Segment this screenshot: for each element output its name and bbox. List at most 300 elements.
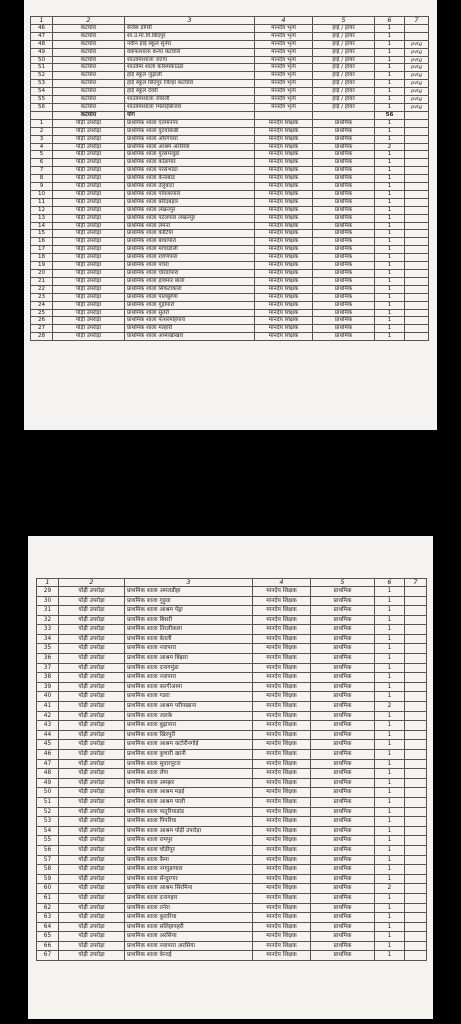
table-row [37,663,427,673]
table-row [31,119,429,127]
table-cell: पोड़ी उपरोड़ा [53,317,125,325]
table-cell: पोड़ी उपरोड़ा [53,230,125,238]
table-cell: मानदेय शिक्षक [253,893,311,903]
table-row [37,721,427,731]
table-cell: हाई / हायर [313,64,375,72]
table-cell: प्राथमिक [313,206,375,214]
table-cell: पोड़ी उपरोड़ा [53,159,125,167]
table-cell: मानदेय शिक्षक [253,740,311,750]
table-cell: कटघोरा [53,96,125,104]
table-cell: मानदेय शिक्षक [253,922,311,932]
table-cell: 1 [375,740,405,750]
table-cell: 1 [375,634,405,644]
table-cell: मानदेय भृत्य [255,80,313,88]
table-cell: 62 [37,903,59,913]
table-cell: प्राथमिक शाला कोटिया [125,230,255,238]
table-cell: मानदेय शिक्षक [253,644,311,654]
table-cell: मानदेय शिक्षक [255,143,313,151]
table-cell: प्राथमिक शाला बुढ़ापारा [125,721,253,731]
header-cell: 6 [375,17,405,25]
table-header-row [37,579,427,587]
table-cell [405,702,427,712]
table-cell [405,586,427,596]
table-cell [405,874,427,884]
table-cell [405,769,427,779]
table-cell [405,673,427,683]
table-cell: 1 [31,119,53,127]
table-cell: मानदेय शिक्षक [255,206,313,214]
table-cell: प्राथमिक [311,586,375,596]
header-cell: 4 [255,17,313,25]
table-cell: मानदेय शिक्षक [255,333,313,341]
table-cell: pvtg [405,96,429,104]
table-cell [405,865,427,875]
table-cell: पोड़ी उपरोड़ा [59,797,125,807]
table-cell: प्राथमिक [311,596,375,606]
table-cell: पोड़ी उपरोड़ा [59,682,125,692]
table-cell: मानदेय शिक्षक [255,238,313,246]
table-cell: प्राथमिक [311,625,375,635]
table-cell: 5 [31,151,53,159]
table-cell: शाउवमाशाला भिलाईबाजार [125,103,255,111]
table-cell: प्राथमिक शाला अरसिया [125,932,253,942]
table-cell: 1 [375,96,405,104]
table-cell: 1 [375,845,405,855]
header-cell: 1 [37,579,59,587]
table-cell: 1 [375,788,405,798]
table-cell: पोड़ी उपरोड़ा [53,301,125,309]
table-cell: प्राथमिक [311,922,375,932]
table-cell: मानदेय शिक्षक [255,127,313,135]
table-cell: 19 [31,262,53,270]
table-row [37,750,427,760]
table-cell: प्राथमिक शाला दनागहार [125,893,253,903]
table-cell: पोड़ी उपरोड़ा [53,119,125,127]
table-cell: प्राथमिक [313,309,375,317]
table-cell: 1 [375,682,405,692]
table-row [37,865,427,875]
table-cell [405,198,429,206]
table-cell: प्राथमिक [311,711,375,721]
table-cell [405,135,429,143]
table-cell: पोड़ी उपरोड़ा [53,262,125,270]
table-cell: 1 [375,874,405,884]
table-row [31,48,429,56]
table-cell: 41 [37,702,59,712]
table-cell [405,293,429,301]
table-cell: प्राथमिक शाला लेंगा [125,769,253,779]
table-header-row [31,17,429,25]
table-row [31,190,429,198]
table-row [37,941,427,951]
table-cell: मानदेय शिक्षक [253,702,311,712]
table-cell: प्राथमिक शाला अमझर [125,778,253,788]
table-cell: हाई / हायर [313,88,375,96]
table-cell [405,615,427,625]
table-cell: प्राथमिक [311,673,375,683]
table-cell: प्राथमिक [313,285,375,293]
table-cell: प्राथमिक शाला तनेरा [125,903,253,913]
table-row [37,673,427,683]
table-cell: 1 [375,309,405,317]
table-cell: 49 [31,48,53,56]
table-cell: मानदेय भृत्य [255,48,313,56]
table-cell: पोड़ी उपरोड़ा [53,277,125,285]
table-cell: पोड़ी उपरोड़ा [59,721,125,731]
table-cell: प्राथमिक शाला बांधापारा [125,238,255,246]
table-cell: प्राथमिक [311,759,375,769]
table-cell: मानदेय शिक्षक [255,151,313,159]
table-cell: मानदेय शिक्षक [255,159,313,167]
table-row [31,175,429,183]
table-cell: मानदेय शिक्षक [253,625,311,635]
table-cell: पोड़ी उपरोड़ा [53,270,125,278]
table-cell: 2 [375,702,405,712]
table-cell: मानदेय शिक्षक [253,663,311,673]
table-cell: 1 [375,644,405,654]
table-cell [405,151,429,159]
table-cell: मानदेय शिक्षक [255,190,313,198]
header-cell: 2 [59,579,125,587]
table-cell: प्राथमिक [313,159,375,167]
document-page-2 [28,536,433,1019]
table-cell: 1 [375,855,405,865]
table-cell: 3 [31,135,53,143]
table-cell: पोड़ी उपरोड़ा [59,606,125,616]
table-cell: 30 [37,596,59,606]
table-cell: हाई / हायर [313,24,375,32]
table-row [37,730,427,740]
table-cell: प्राथमिक [313,167,375,175]
table-cell: 1 [375,293,405,301]
table-row [37,922,427,932]
table-cell: प्राथमिक शाला गुड़ापारा [125,301,255,309]
table-cell: पोड़ी उपरोड़ा [53,254,125,262]
table-cell [405,230,429,238]
table-cell: प्राथमिक [313,325,375,333]
table-cell: मानदेय शिक्षक [255,285,313,293]
table-cell: मानदेय शिक्षक [255,246,313,254]
table-cell: 1 [375,127,405,135]
table-cell: 29 [37,586,59,596]
table-cell: पोड़ी उपरोड़ा [59,769,125,779]
table-cell: प्राथमिक [313,270,375,278]
table-cell: प्राथमिक [311,654,375,664]
table-cell: प्राथमिक शाला कुचारी खानी [125,750,253,760]
table-cell: 1 [375,615,405,625]
table-cell: 34 [37,634,59,644]
table-cell: 32 [37,615,59,625]
table-cell: मानदेय शिक्षक [253,865,311,875]
table-cell: मानदेय शिक्षक [253,654,311,664]
table-cell: प्राथमिक [311,874,375,884]
table-row [37,826,427,836]
table-cell: पोड़ी उपरोड़ा [53,293,125,301]
table-cell: 1 [375,922,405,932]
table-cell: मानदेय शिक्षक [253,817,311,827]
header-cell: 3 [125,579,253,587]
table-cell: शा.उ.मा.वि.छिंदपुर [125,32,255,40]
table-cell: प्राथमिक शाला तेलुवाटा [125,183,255,191]
table-cell [405,932,427,942]
table-cell: 39 [37,682,59,692]
header-cell: 5 [311,579,375,587]
table-cell: 1 [375,277,405,285]
table-cell: 44 [37,730,59,740]
table-cell [405,845,427,855]
table-cell: 2 [375,884,405,894]
table-cell: 52 [31,72,53,80]
table-cell: प्राथमिक शाला सेन्दुरगार [125,874,253,884]
table-cell: मानदेय शिक्षक [255,167,313,175]
table-row [37,769,427,779]
table-cell [405,730,427,740]
table-cell: कटघोरा [53,32,125,40]
table-row [37,682,427,692]
table-row [37,634,427,644]
table-row [37,932,427,942]
table-cell: pvtg [405,103,429,111]
table-cell: प्राथमिक शाला पटेलपारा लखनपुर [125,214,255,222]
table-cell: हाई / हायर [313,103,375,111]
table-cell: प्राथमिक [311,826,375,836]
table-cell: मानदेय शिक्षक [255,254,313,262]
table-row [37,797,427,807]
table-cell: पोड़ी उपरोड़ा [59,922,125,932]
table-row [37,807,427,817]
table-cell: 1 [375,24,405,32]
table-cell: मानदेय शिक्षक [253,874,311,884]
table-cell: पोड़ी उपरोड़ा [59,903,125,913]
table-cell: पोड़ी उपरोड़ा [59,913,125,923]
table-cell: पोड़ी उपरोड़ा [59,759,125,769]
table-cell: 46 [37,750,59,760]
table-cell: प्राथमिक [313,151,375,159]
table-row [37,874,427,884]
table-cell: मानदेय शिक्षक [253,932,311,942]
table-cell: मानदेय भृत्य [255,40,313,48]
table-cell: मानदेय भृत्य [255,103,313,111]
table-cell: मानदेय शिक्षक [253,586,311,596]
table-cell: 20 [31,270,53,278]
table-cell: प्राथमिक शाला खिरपुरी [125,730,253,740]
table-cell: 2 [31,127,53,135]
table-row [37,692,427,702]
table-cell: हाई / हायर [313,96,375,104]
table-cell: मानदेय शिक्षक [253,884,311,894]
table-cell: 10 [31,190,53,198]
staff-table-page-1 [30,16,429,341]
table-cell: 1 [375,135,405,143]
table-cell: 1 [375,190,405,198]
table-row [37,913,427,923]
table-cell: 47 [37,759,59,769]
table-cell: 12 [31,206,53,214]
table-cell: प्राथमिक शाला केनाबांड [125,175,255,183]
table-cell: प्राथमिक शाला आश्रम पाली [125,797,253,807]
table-cell: मानदेय भृत्य [255,72,313,80]
table-cell [405,634,427,644]
table-cell: प्राथमिक शाला पालबुरेणा [125,293,255,301]
table-cell: पोड़ी उपरोड़ा [59,586,125,596]
table-cell: प्राथमिक [311,682,375,692]
table-cell: 1 [375,625,405,635]
table-cell: प्राथमिक [313,301,375,309]
table-cell: 1 [375,673,405,683]
table-cell: प्राथमिक शाला पिपरिया [125,817,253,827]
table-cell: प्राथमिक शाला नवापारा [125,673,253,683]
table-cell: प्राथमिक [311,740,375,750]
table-cell [405,836,427,846]
table-cell [405,309,429,317]
table-cell: प्राथमिक शाला पत्थरमोहपारा [125,317,255,325]
table-cell: मानदेय शिक्षक [255,222,313,230]
table-row [31,254,429,262]
table-cell: मानदेय भृत्य [255,32,313,40]
table-cell: पोड़ी उपरोड़ा [53,190,125,198]
header-cell: 2 [53,17,125,25]
table-cell: प्राथमिक शाला नवापारा [125,644,253,654]
table-cell: 1 [375,721,405,731]
table-cell: प्राथमिक शाला केन्दई [125,951,253,961]
table-row [37,845,427,855]
table-cell: 1 [375,865,405,875]
table-cell: 42 [37,711,59,721]
table-cell [405,143,429,151]
table-cell: pvtg [405,64,429,72]
table-cell: 1 [375,654,405,664]
table-cell: मानदेय शिक्षक [253,903,311,913]
table-cell: मानदेय शिक्षक [253,826,311,836]
table-cell: हाई स्कूल देवरी [125,88,255,96]
table-cell: 1 [375,222,405,230]
table-cell: 8 [31,175,53,183]
table-cell: प्राथमिक [313,333,375,341]
table-cell: मानदेय शिक्षक [253,778,311,788]
table-row [31,32,429,40]
table-cell: पोड़ी उपरोड़ा [59,951,125,961]
table-cell: मानदेय शिक्षक [253,750,311,760]
table-cell: मानदेय शिक्षक [253,711,311,721]
table-cell: पोड़ी उपरोड़ा [53,135,125,143]
table-cell [405,644,427,654]
table-cell: 1 [375,778,405,788]
table-cell [405,654,427,664]
table-cell: 1 [375,932,405,942]
table-cell: 1 [375,759,405,769]
table-cell [405,190,429,198]
table-cell: 65 [37,932,59,942]
table-cell: 61 [37,893,59,903]
table-row [31,159,429,167]
table-cell: मानदेय शिक्षक [253,797,311,807]
table-row [37,606,427,616]
table-cell [405,606,427,616]
table-cell: 1 [375,836,405,846]
table-cell [313,111,375,119]
table-cell: प्राथमिक शाला एतमानगर [125,119,255,127]
table-row [31,135,429,143]
table-cell: 1 [375,692,405,702]
table-cell: 11 [31,198,53,206]
table-cell: हाई स्कूल छिंदपुर जिल्हा कटघोरा [125,80,255,88]
table-cell: प्राथमिक [313,198,375,206]
table-cell: प्राथमिक शाला आश्रम अरसिया [125,143,255,151]
table-row [37,596,427,606]
table-cell: पोड़ी उपरोड़ा [53,127,125,135]
table-cell: हाई स्कूल जुड़ाली [125,72,255,80]
table-cell [405,692,427,702]
table-cell: पोड़ी उपरोड़ा [59,826,125,836]
table-cell: 56 [37,845,59,855]
table-cell: प्राथमिक शाला गुड़ुवा [125,596,253,606]
table-cell [405,277,429,285]
table-cell: मानदेय शिक्षक [253,615,311,625]
table-cell: 67 [37,951,59,961]
table-cell [405,951,427,961]
table-row [31,238,429,246]
table-cell: प्राथमिक [311,644,375,654]
table-cell: पोड़ी उपरोड़ा [53,309,125,317]
table-cell: प्राथमिक शाला गुरसमजुडा [125,151,255,159]
table-row [31,325,429,333]
table-cell: शाउवमाशाला जटगा [125,56,255,64]
table-cell: 50 [37,788,59,798]
table-cell: 55 [37,836,59,846]
table-cell: प्राथमिक शाला आश्रम कटोरीनगोई [125,740,253,750]
table-row [31,301,429,309]
table-row [31,270,429,278]
table-cell: प्राथमिक [311,807,375,817]
table-cell: प्राथमिक [311,845,375,855]
table-cell: प्राथमिक [313,135,375,143]
table-cell: 1 [375,72,405,80]
table-cell: कटघोरा [53,40,125,48]
table-cell [405,884,427,894]
table-cell: प्राथमिक शाला आश्रम मड़ई [125,788,253,798]
table-cell: मानदेय शिक्षक [253,692,311,702]
table-cell: प्राथमिक [313,238,375,246]
table-cell: 53 [37,817,59,827]
table-cell: प्राथमिक [311,855,375,865]
table-cell: पोड़ी उपरोड़ा [59,893,125,903]
table-cell: पोड़ी उपरोड़ा [59,702,125,712]
table-cell: प्राथमिक शाला कैमा [125,855,253,865]
table-cell: मानदेय शिक्षक [255,135,313,143]
table-cell: मानदेय शिक्षक [255,262,313,270]
table-cell [405,317,429,325]
table-cell: 1 [375,175,405,183]
table-cell: प्राथमिक शाला चोरडापारा [125,270,255,278]
table-cell: 15 [31,230,53,238]
table-cell: मानदेय भृत्य [255,64,313,72]
table-cell: शाउवमाशाला जवाली [125,96,255,104]
table-cell: प्राथमिक [313,317,375,325]
table-row [31,111,429,119]
table-cell: प्राथमिक [313,119,375,127]
table-cell [405,596,427,606]
table-row [31,183,429,191]
table-cell: 4 [31,143,53,151]
table-cell [405,682,427,692]
table-cell: 1 [375,606,405,616]
table-cell [405,893,427,903]
table-cell: पोड़ी उपरोड़ा [53,175,125,183]
table-cell: 57 [37,855,59,865]
table-row [31,56,429,64]
header-cell: 3 [125,17,255,25]
table-cell: प्राथमिक शाला दनागमुंडा [125,663,253,673]
